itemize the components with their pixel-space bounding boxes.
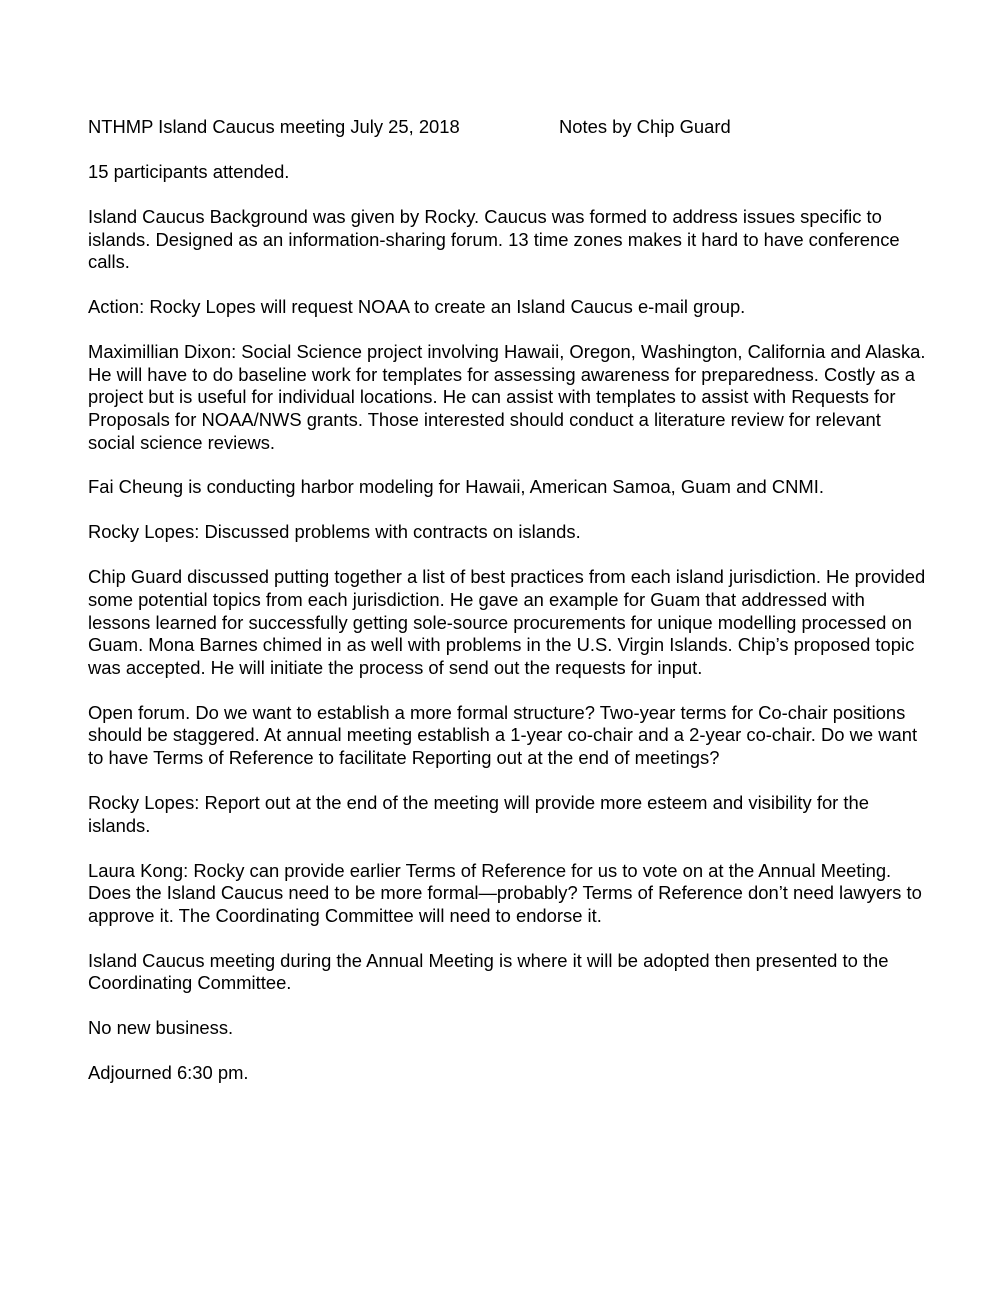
background-paragraph: Island Caucus Background was given by Rocky. Caucus was formed to address issues specific to islands. Designed as an information-sharing forum. 13 time zones makes it hard to have conference calls.	[88, 205, 900, 273]
guard-paragraph: Chip Guard discussed putting together a list of best practices from each island jurisdiction. He provided some potential topics from each jurisdiction. He gave an example for Guam that addressed with lessons learned for successfully getting sole-source procurements for unique modelling processed on Guam. Mona Barnes chimed in as well with problems in the U.S. Virgin Islands. Chip’s proposed topic was accepted. He will initiate the process of send out the requests for input.	[88, 566, 926, 678]
dixon-paragraph: Maximillian Dixon: Social Science project involving Hawaii, Oregon, Washington, California and Alaska. He will have to do baseline work for templates for assessing awareness for preparedness. Costly as a project but is useful for individual locations. He can assist with templates to assist with Requests for Proposals for NOAA/NWS grants. Those interested should conduct a literature review for relevant social science reviews.	[88, 341, 926, 453]
meeting-title: NTHMP Island Caucus meeting July 25, 2018	[88, 116, 460, 137]
attendance-paragraph: 15 participants attended.	[88, 160, 290, 182]
document-page	[88, 116, 928, 1107]
lopes-report-paragraph: Rocky Lopes: Report out at the end of the meeting will provide more esteem and visibility for the islands.	[88, 791, 869, 836]
new-business-paragraph: No new business.	[88, 1017, 234, 1039]
notes-author: Notes by Chip Guard	[559, 116, 731, 137]
annual-meeting-paragraph: Island Caucus meeting during the Annual Meeting is where it will be adopted then presented to the Coordinating Committee.	[88, 949, 889, 994]
action-paragraph: Action: Rocky Lopes will request NOAA to create an Island Caucus e-mail group.	[88, 296, 746, 318]
cheung-paragraph: Fai Cheung is conducting harbor modeling for Hawaii, American Samoa, Guam and CNMI.	[88, 476, 824, 498]
lopes-contracts-paragraph: Rocky Lopes: Discussed problems with contracts on islands.	[88, 521, 581, 543]
kong-paragraph: Laura Kong: Rocky can provide earlier Terms of Reference for us to vote on at the Annual Meeting. Does the Island Caucus need to be more formal—probably? Terms of Reference don’t need lawyers to approve it. The Coordinating Committee will need to endorse it.	[88, 859, 922, 926]
open-forum-paragraph: Open forum. Do we want to establish a more formal structure? Two-year terms for Co-chair positions should be staggered. At annual meeting establish a 1-year co-chair and a 2-year co-chair. Do we want to have Terms of Reference to facilitate Reporting out at the end of meetings?	[88, 701, 918, 768]
adjourned-paragraph: Adjourned 6:30 pm.	[88, 1062, 249, 1084]
document-header	[88, 116, 928, 139]
